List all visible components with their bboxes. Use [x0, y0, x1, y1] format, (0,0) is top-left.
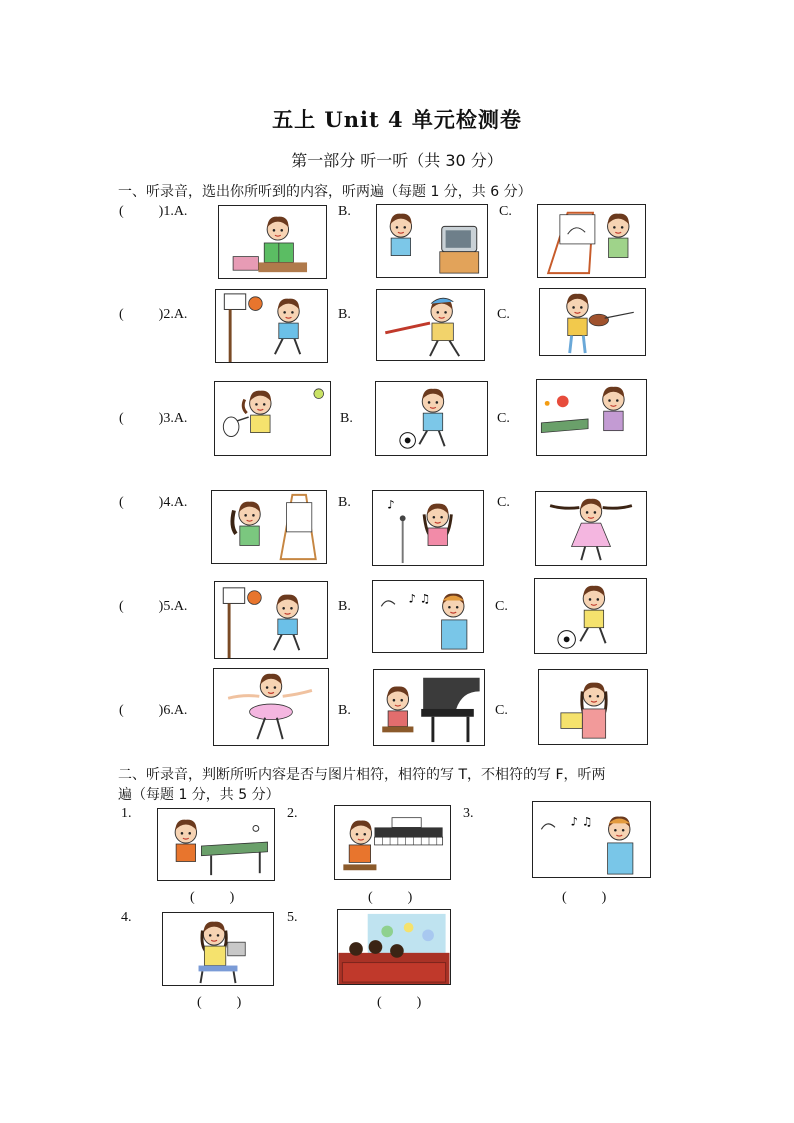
- picture-boy-playing-baseball: [376, 289, 485, 361]
- section2-heading-line2: 遍（每题 1 分，共 5 分）: [118, 787, 280, 803]
- item-3-number: 3.: [463, 806, 474, 821]
- question-2-label: ( )2.A.: [119, 307, 188, 322]
- picture-girl-playing-piano-2: [334, 805, 451, 880]
- picture-boy-playing-football: [375, 381, 488, 456]
- picture-girl-reading-book: [538, 669, 648, 745]
- item-1-number: 1.: [121, 806, 132, 821]
- picture-boy-playing-violin: [539, 288, 646, 356]
- svg-text:♪ ♫: ♪ ♫: [408, 591, 431, 606]
- picture-boy-drawing: [537, 204, 646, 278]
- picture-boy-reading-book: [218, 205, 327, 279]
- item-4-answer-blank[interactable]: ( ): [197, 995, 242, 1010]
- item-4-number: 4.: [121, 910, 132, 925]
- question-6-label: ( )6.A.: [119, 703, 188, 718]
- picture-girl-doing-ballet: [213, 668, 329, 746]
- item-5-number: 5.: [287, 910, 298, 925]
- question-1-label: ( )1.A.: [119, 204, 188, 219]
- item-1-answer-blank[interactable]: ( ): [190, 890, 235, 905]
- question-6-option-c: C.: [495, 703, 508, 718]
- question-5-label: ( )5.A.: [119, 599, 188, 614]
- svg-text:♪: ♪: [387, 497, 395, 512]
- item-3-answer-blank[interactable]: ( ): [562, 890, 607, 905]
- picture-girl-playing-ping-pong: [536, 379, 647, 456]
- picture-girl-playing-basketball-2: [214, 581, 328, 659]
- question-4-option-c: C.: [497, 495, 510, 510]
- picture-girl-dancing: [535, 491, 647, 566]
- picture-boy-singing: [372, 580, 484, 653]
- picture-girl-singing: [372, 490, 484, 566]
- item-2-number: 2.: [287, 806, 298, 821]
- question-1-option-b: B.: [338, 204, 351, 219]
- picture-children-watching-film: [337, 909, 451, 985]
- part-heading: 第一部分 听一听（共 30 分）: [291, 151, 503, 170]
- section2-heading-line1: 二、听录音，判断所听内容是否与图片相符，相符的写 T，不相符的写 F，听两: [118, 767, 606, 783]
- svg-text:♪ ♫: ♪ ♫: [570, 814, 593, 829]
- question-6-option-b: B.: [338, 703, 351, 718]
- question-4-option-b: B.: [338, 495, 351, 510]
- question-2-option-c: C.: [497, 307, 510, 322]
- question-1-option-c: C.: [499, 204, 512, 219]
- picture-girl-painting: [211, 490, 327, 564]
- picture-girl-reading: [162, 912, 274, 986]
- question-4-label: ( )4.A.: [119, 495, 188, 510]
- question-5-option-b: B.: [338, 599, 351, 614]
- picture-boy-playing-ping-pong: [157, 808, 275, 881]
- picture-girl-playing-tennis: [214, 381, 331, 456]
- picture-boy-watching-tv: [376, 204, 488, 278]
- picture-girl-playing-piano: [373, 669, 485, 746]
- question-3-label: ( )3.A.: [119, 411, 188, 426]
- picture-boy-playing-football-2: [534, 578, 647, 654]
- question-3-option-c: C.: [497, 411, 510, 426]
- page-title: 五上 Unit 4 单元检测卷: [272, 107, 522, 132]
- question-3-option-b: B.: [340, 411, 353, 426]
- question-2-option-b: B.: [338, 307, 351, 322]
- picture-boy-singing-2: [532, 801, 651, 878]
- section1-heading: 一、听录音，选出你所听到的内容，听两遍（每题 1 分，共 6 分）: [118, 184, 532, 200]
- picture-girl-playing-basketball: [215, 289, 328, 363]
- question-5-option-c: C.: [495, 599, 508, 614]
- item-2-answer-blank[interactable]: ( ): [368, 890, 413, 905]
- item-5-answer-blank[interactable]: ( ): [377, 995, 422, 1010]
